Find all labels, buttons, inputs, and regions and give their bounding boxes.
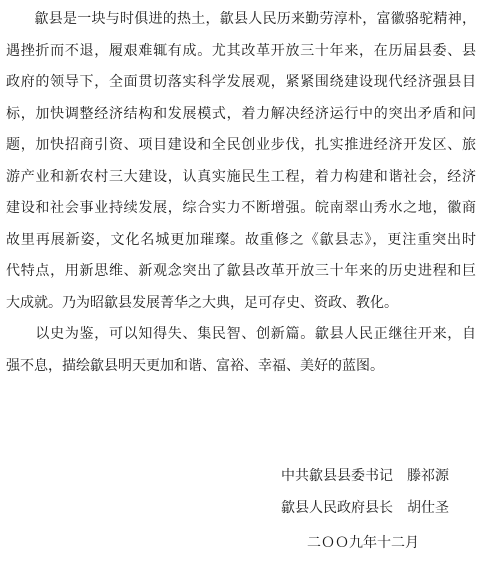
text-line: 政府的领导下，全面贯切落实科学发展观，紧紧围绕建设现代经济强县目 <box>6 74 476 90</box>
text-line: 建设和社会事业持续发展，综合实力不断增强。皖南翠山秀水之地，徽商 <box>6 200 476 216</box>
text-line: 歙县是一块与时俱进的热土，歙县人民历来勤劳淳朴，富徽骆驼精神， <box>6 11 476 27</box>
text-line: 代特点，用新思维、新观念突出了歙县改革开放三十年来的历史进程和巨 <box>6 263 476 279</box>
text-line: 题，加快招商引资、项目建设和全民创业步伐，扎实推进经济开发区、旅 <box>6 137 476 153</box>
text-line: 遇挫折而不退，履艰难辄有成。尤其改革开放三十年来，在历届县委、县 <box>6 42 476 59</box>
text-line: 强不息，描绘歙县明天更加和谐、富裕、幸福、美好的蓝图。 <box>6 357 384 374</box>
text-line: 以史为鉴，可以知得失、集民智、创新篇。歙县人民正继往开来，自 <box>6 326 476 342</box>
paragraph-1 <box>6 4 476 319</box>
text-line: 游产业和新农村三大建设，认真实施民生工程，着力构建和谐社会，经济 <box>6 168 476 185</box>
paragraph-2 <box>6 319 476 382</box>
signature-party-secretary: 中共歙县县委书记 滕祁源 <box>281 468 449 484</box>
signature-date: 二ＯＯ九年十二月 <box>307 535 419 551</box>
signature-county-head: 歙县人民政府县长 胡仕圣 <box>281 500 449 516</box>
preface-body <box>6 4 476 382</box>
text-line: 标，加快调整经济结构和发展模式，着力解决经济运行中的突出矛盾和问 <box>6 105 476 122</box>
text-line: 故里再展新姿，文化名城更加璀璨。故重修之《歙县志》，更注重突出时 <box>6 231 476 248</box>
text-line: 大成就。乃为昭歙县发展菁华之大典，足可存史、资政、教化。 <box>6 294 398 311</box>
